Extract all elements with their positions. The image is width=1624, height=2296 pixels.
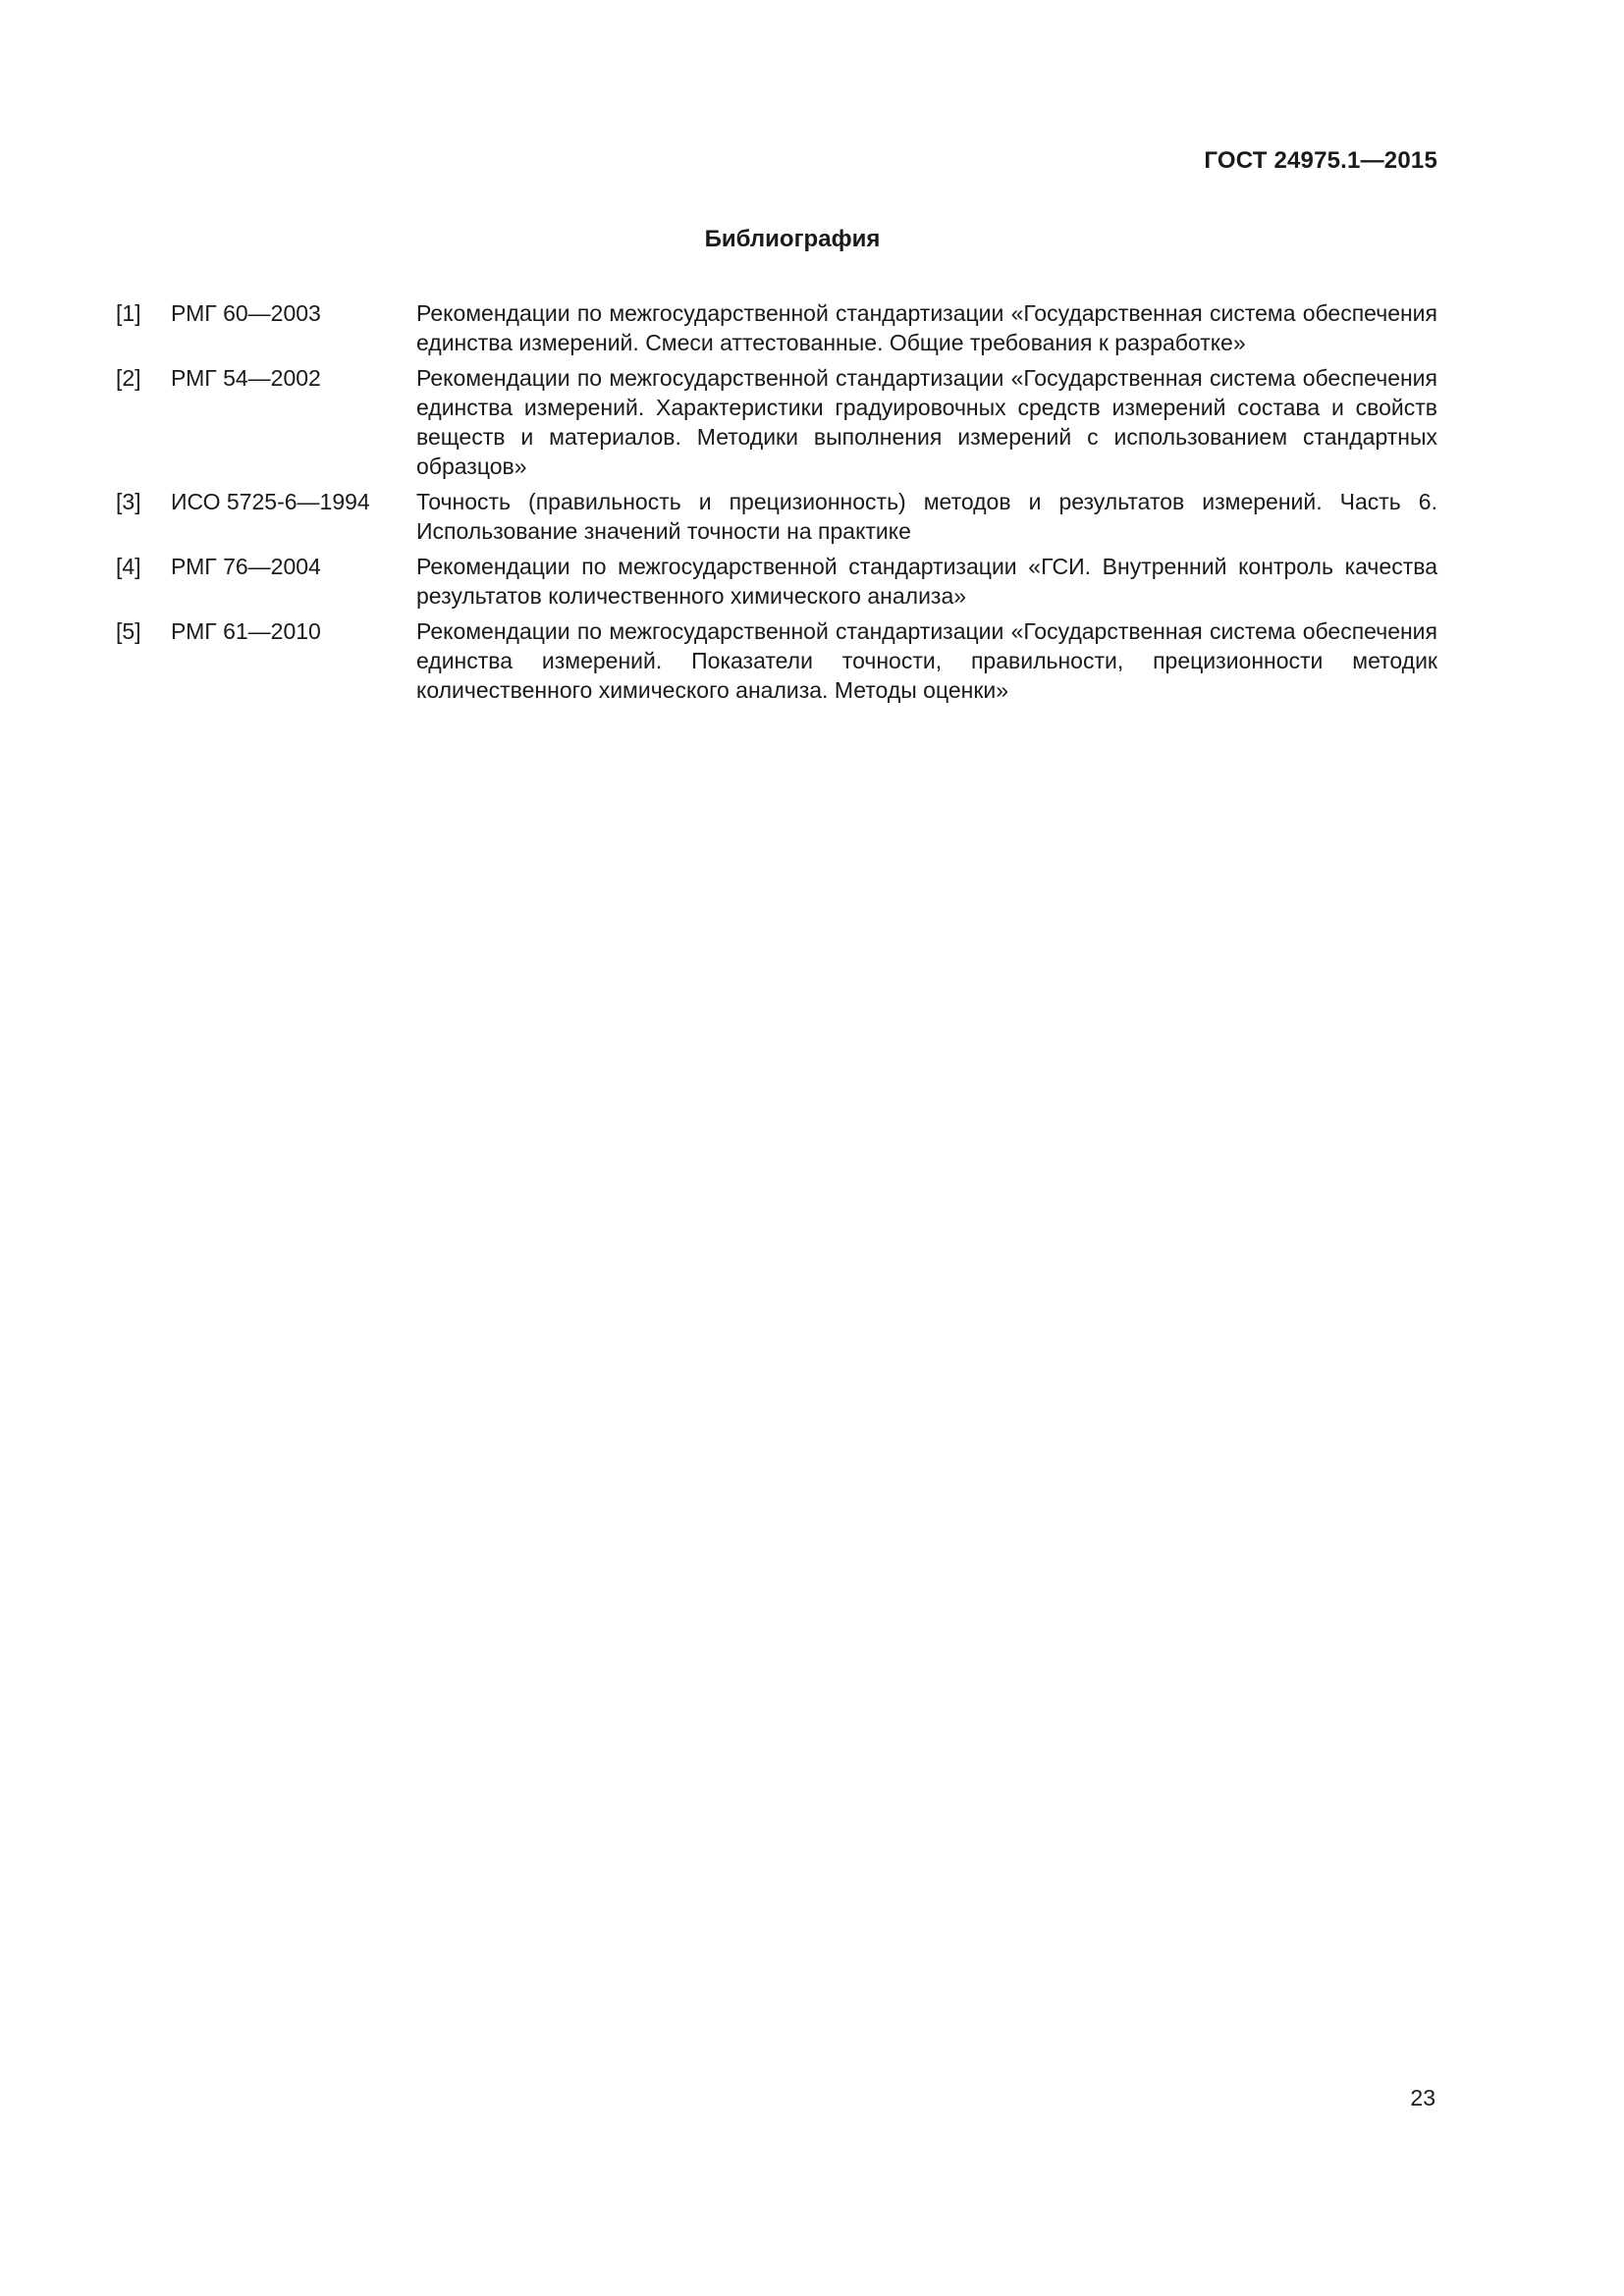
- standard-code-header: ГОСТ 24975.1—2015: [1204, 147, 1437, 174]
- entry-description: Рекомендации по межгосударственной стандартизации «Государственная система обеспечения единства измерений. Характеристики градуировочных средств измерений состава и свойств веществ и материалов. Методики выполнения измерений с использованием стандартных образцов»: [416, 365, 1437, 479]
- bibliography-entry-5: [116, 616, 1437, 705]
- page-number: 23: [1410, 2085, 1435, 2110]
- entry-reference: РМГ 76—2004: [171, 554, 321, 579]
- bibliography-entry-1: [116, 298, 1437, 357]
- entry-description: Рекомендации по межгосударственной стандартизации «ГСИ. Внутренний контроль качества результатов количественного химического анализа»: [416, 554, 1437, 609]
- entry-number: [5]: [116, 618, 141, 644]
- bibliography-list: [116, 298, 1437, 711]
- entry-number: [2]: [116, 365, 141, 391]
- entry-number: [1]: [116, 300, 141, 326]
- bibliography-entry-2: [116, 363, 1437, 481]
- entry-description: Рекомендации по межгосударственной стандартизации «Государственная система обеспечения единства измерений. Смеси аттестованные. Общие требования к разработке»: [416, 300, 1437, 355]
- bibliography-entry-3: [116, 487, 1437, 546]
- entry-reference: РМГ 54—2002: [171, 365, 321, 391]
- entry-number: [4]: [116, 554, 141, 579]
- bibliography-entry-4: [116, 552, 1437, 611]
- entry-reference: ИСО 5725-6—1994: [171, 489, 370, 514]
- entry-reference: РМГ 61—2010: [171, 618, 321, 644]
- section-title: Библиография: [704, 226, 881, 252]
- entry-description: Рекомендации по межгосударственной стандартизации «Государственная система обеспечения единства измерений. Показатели точности, правильности, прецизионности методик количественного химического анализа. Методы оценки»: [416, 618, 1437, 703]
- entry-description: Точность (правильность и прецизионность) методов и результатов измерений. Часть 6. Использование значений точности на практике: [416, 489, 1437, 544]
- entry-reference: РМГ 60—2003: [171, 300, 321, 326]
- entry-number: [3]: [116, 489, 141, 514]
